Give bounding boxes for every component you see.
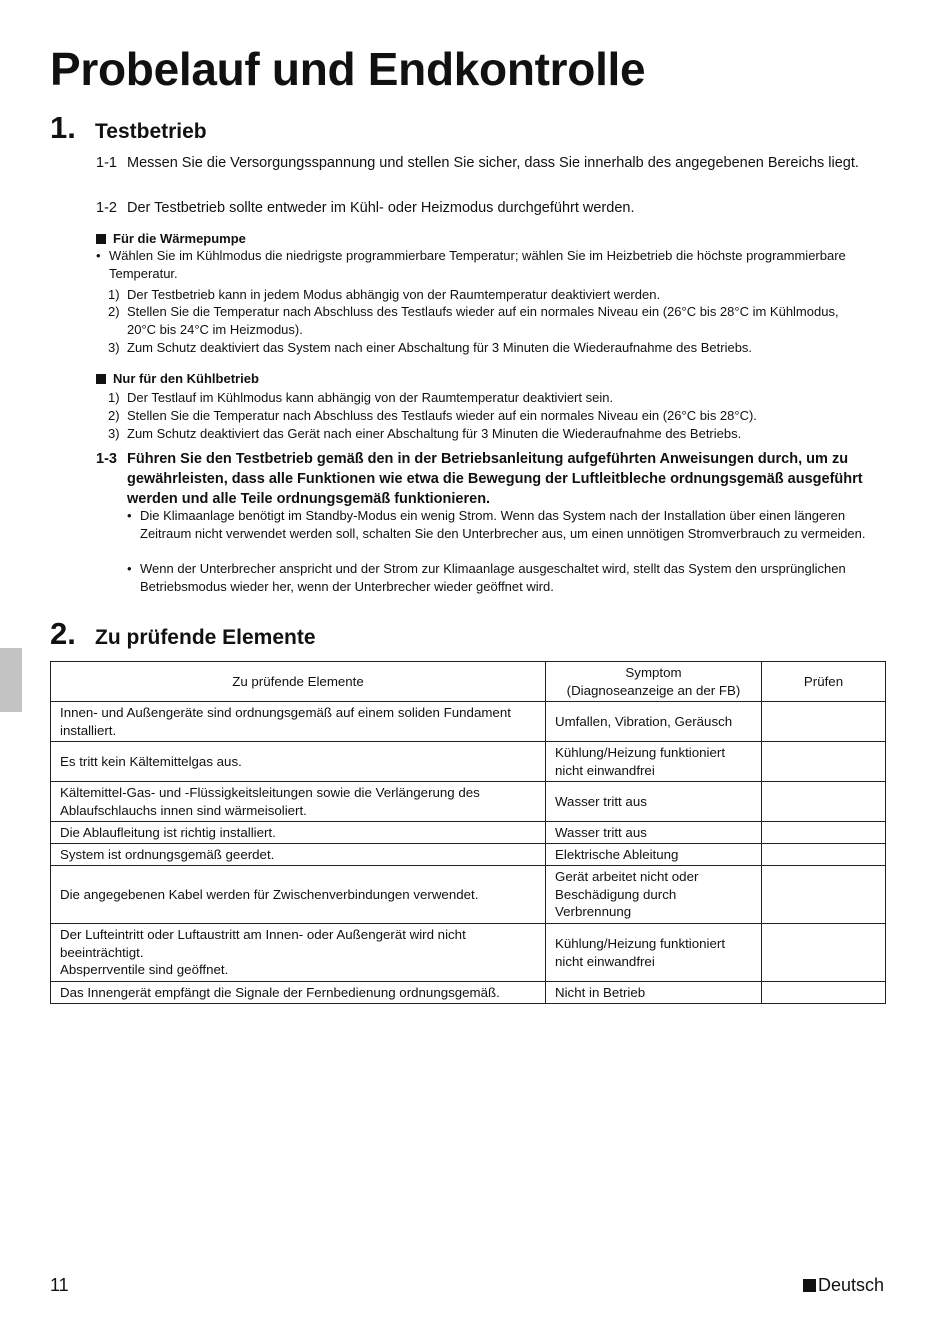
cell-item: Das Innengerät empfängt die Signale der Fernbedienung ordnungsgemäß. [51, 982, 546, 1004]
page-title: Probelauf und Endkontrolle [50, 43, 646, 95]
section-2-heading [50, 616, 316, 652]
item-text: Zum Schutz deaktiviert das System nach einer Abschaltung für 3 Minuten die Wiederaufnahme des Betriebs. [127, 340, 753, 355]
cell-symptom: Wasser tritt aus [546, 782, 762, 822]
section-2-number: 2. [50, 616, 76, 651]
cell-item: Es tritt kein Kältemittelgas aus. [51, 742, 546, 782]
note-text: Die Klimaanlage benötigt im Standby-Modus ein wenig Strom. Wenn das System nach der Installation über einen längeren Zeitraum nicht verwendet werden soll, schalten Sie den Unterbrecher aus, um einen unnötigen Stromverbrauch zu vermeiden. [140, 508, 866, 541]
note-1 [127, 507, 867, 542]
step-1-1 [96, 153, 886, 173]
item-number: 1) [108, 287, 120, 302]
cell-check[interactable] [762, 924, 886, 982]
item-text: Stellen Sie die Temperatur nach Abschluss des Testlaufs wieder auf ein normales Niveau ein (26°C bis 28°C). [127, 408, 757, 423]
bullet-text: Wählen Sie im Kühlmodus die niedrigste programmierbare Temperatur; wählen Sie im Heizbetrieb die höchste programmierbare Temperatur. [109, 248, 846, 281]
step-number: 1-1 [96, 155, 117, 171]
step-text: Der Testbetrieb sollte entweder im Kühl- oder Heizmodus durchgeführt werden. [127, 200, 635, 216]
cell-symptom: Nicht in Betrieb [546, 982, 762, 1004]
step-1-3 [96, 449, 886, 509]
cell-item: Der Lufteintritt oder Luftaustritt am Innen- oder Außengerät wird nicht beeinträchtigt. Absperrventile sind geöffnet. [51, 924, 546, 982]
bullet-dot-icon: • [96, 248, 101, 263]
cell-check[interactable] [762, 982, 886, 1004]
item-number: 3) [108, 340, 120, 355]
note-text: Wenn der Unterbrecher anspricht und der Strom zur Klimaanlage ausgeschaltet wird, stellt das System den ursprünglichen Betriebsmodus wieder her, wenn der Unterbrecher wieder geöffnet wird. [140, 561, 846, 594]
section-1-title: Testbetrieb [95, 120, 207, 143]
side-tab-marker [0, 648, 22, 712]
column-header-symptom: Symptom (Diagnoseanzeige an der FB) [546, 662, 762, 702]
section-2-title: Zu prüfende Elemente [95, 626, 316, 649]
heatpump-item-1 [108, 286, 888, 304]
table-row [51, 702, 886, 742]
cell-symptom: Umfallen, Vibration, Geräusch [546, 702, 762, 742]
cell-check[interactable] [762, 782, 886, 822]
table-row [51, 782, 886, 822]
table-row [51, 982, 886, 1004]
heatpump-heading-text: Für die Wärmepumpe [113, 231, 246, 246]
cell-symptom: Kühlung/Heizung funktioniert nicht einwandfrei [546, 924, 762, 982]
step-number: 1-2 [96, 200, 117, 216]
square-bullet-icon [96, 374, 106, 384]
item-number: 3) [108, 426, 120, 441]
item-number: 2) [108, 304, 120, 319]
heatpump-heading [96, 231, 246, 246]
cell-check[interactable] [762, 822, 886, 844]
coolonly-heading [96, 371, 259, 386]
coolonly-item-3 [108, 425, 888, 443]
heatpump-item-3 [108, 339, 888, 357]
bullet-dot-icon: • [127, 508, 132, 523]
cell-symptom: Gerät arbeitet nicht oder Beschädigung durch Verbrennung [546, 866, 762, 924]
square-bullet-icon [803, 1279, 816, 1292]
column-header-check: Prüfen [762, 662, 886, 702]
cell-symptom: Wasser tritt aus [546, 822, 762, 844]
note-2 [127, 560, 867, 595]
table-row [51, 742, 886, 782]
step-number: 1-3 [96, 451, 117, 467]
cell-item: Kältemittel-Gas- und -Flüssigkeitsleitungen sowie die Verlängerung des Ablaufschlauchs innen sind wärmeisoliert. [51, 782, 546, 822]
table-row [51, 822, 886, 844]
item-text: Der Testbetrieb kann in jedem Modus abhängig von der Raumtemperatur deaktiviert werden. [127, 287, 661, 302]
cell-symptom: Kühlung/Heizung funktioniert nicht einwandfrei [546, 742, 762, 782]
step-1-2 [96, 198, 886, 218]
cell-symptom: Elektrische Ableitung [546, 844, 762, 866]
cell-item: Innen- und Außengeräte sind ordnungsgemäß auf einem soliden Fundament installiert. [51, 702, 546, 742]
step-text: Führen Sie den Testbetrieb gemäß den in der Betriebsanleitung aufgeführten Anweisungen durch, um zu gewährleisten, dass alle Funktionen wie etwa die Bewegung der Luftleitbleche ordnungsgemäß ausgeführt werden und alle Teile ordnungsgemäß funktionieren. [127, 451, 863, 507]
heatpump-item-2 [108, 303, 848, 338]
coolonly-item-1 [108, 389, 888, 407]
item-number: 1) [108, 390, 120, 405]
cell-check[interactable] [762, 844, 886, 866]
cell-item: Die Ablaufleitung ist richtig installiert. [51, 822, 546, 844]
coolonly-item-2 [108, 407, 888, 425]
language-label [803, 1275, 884, 1296]
table-row [51, 924, 886, 982]
step-text: Messen Sie die Versorgungsspannung und stellen Sie sicher, dass Sie innerhalb des angegebenen Bereichs liegt. [127, 155, 859, 171]
column-header-items: Zu prüfende Elemente [51, 662, 546, 702]
cell-item: Die angegebenen Kabel werden für Zwischenverbindungen verwendet. [51, 866, 546, 924]
section-1-number: 1. [50, 110, 76, 145]
item-number: 2) [108, 408, 120, 423]
item-text: Zum Schutz deaktiviert das Gerät nach einer Abschaltung für 3 Minuten die Wiederaufnahme des Betriebs. [127, 426, 742, 441]
section-1-heading [50, 110, 207, 146]
bullet-dot-icon: • [127, 561, 132, 576]
page-number: 11 [50, 1275, 69, 1295]
cell-check[interactable] [762, 702, 886, 742]
language-text: Deutsch [817, 1275, 884, 1295]
cell-check[interactable] [762, 866, 886, 924]
coolonly-heading-text: Nur für den Kühlbetrieb [113, 371, 259, 386]
check-items-table [50, 661, 886, 1004]
square-bullet-icon [96, 234, 106, 244]
table-row [51, 866, 886, 924]
table-row [51, 844, 886, 866]
cell-check[interactable] [762, 742, 886, 782]
cell-item: System ist ordnungsgemäß geerdet. [51, 844, 546, 866]
item-text: Stellen Sie die Temperatur nach Abschluss des Testlaufs wieder auf ein normales Niveau ein (26°C bis 28°C im Kühlmodus, 20°C bis 24°C im Heizmodus). [127, 304, 839, 337]
heatpump-bullet [96, 247, 856, 282]
table-header-row [51, 662, 886, 702]
item-text: Der Testlauf im Kühlmodus kann abhängig von der Raumtemperatur deaktiviert sein. [127, 390, 614, 405]
